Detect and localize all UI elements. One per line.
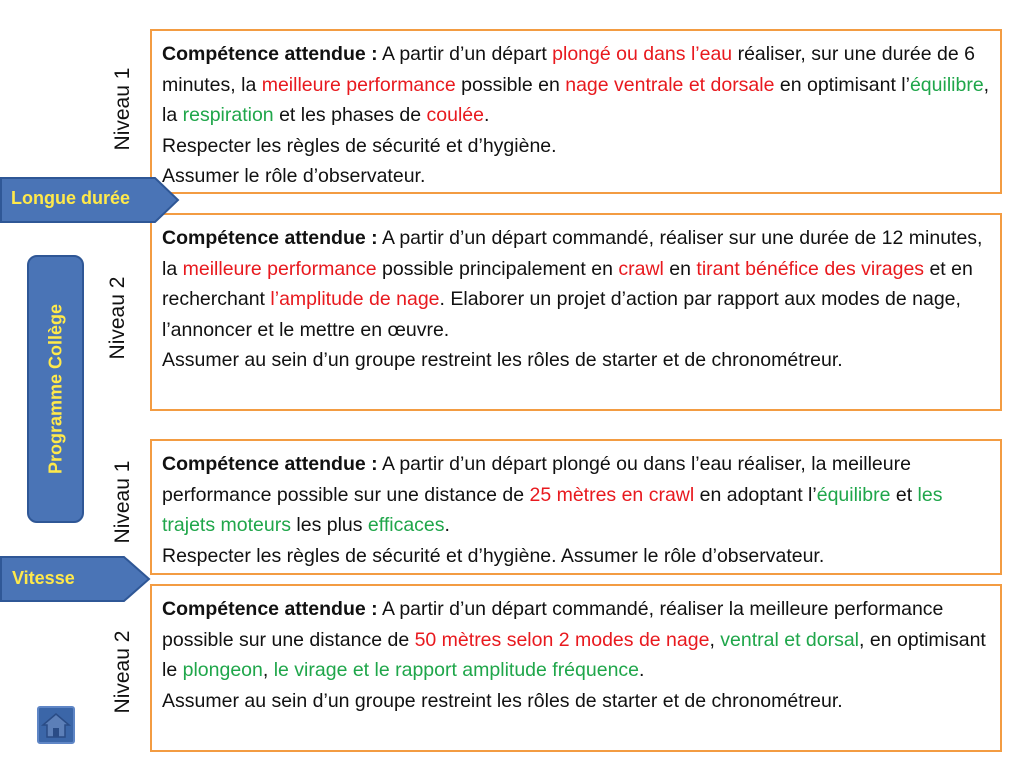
home-button[interactable]	[37, 706, 75, 744]
text-run: en	[663, 257, 697, 280]
text-run: plongé ou dans l’eau	[552, 43, 733, 65]
text-run: possible en	[455, 73, 566, 96]
text-run: meilleure performance	[261, 73, 456, 96]
competence-paragraph	[162, 223, 990, 345]
text-run: , la	[162, 73, 990, 126]
text-run: en adoptant l’	[694, 483, 817, 506]
text-run: respiration	[182, 104, 274, 126]
text-run: les plus	[290, 514, 368, 536]
text-run: 25 mètres en crawl	[529, 483, 695, 506]
text-run: et les phases de	[273, 104, 427, 126]
text-run: Respecter les règles de sécurité et d’hygiène.	[162, 134, 557, 157]
text-run: A partir d’un départ commandé, réaliser la meilleure performance possible sur une distance de	[162, 598, 944, 651]
text-run: coulée	[426, 104, 484, 126]
competence-box-longue-niveau1	[150, 29, 1002, 194]
text-run: A partir d’un départ commandé, réaliser sur une durée de 12 minutes, la	[162, 227, 983, 280]
text-run: Assumer au sein d’un groupe restreint les rôles de starter et de chronométreur.	[162, 349, 843, 371]
longue-duree-label: Longue durée	[11, 188, 131, 208]
text-run: et en recherchant	[162, 257, 973, 310]
programme-college-label: Programme Collège	[45, 303, 65, 475]
text-run: Assumer au sein d’un groupe restreint les rôles de starter et de chronométreur.	[162, 689, 843, 712]
text-run: possible principalement en	[376, 257, 619, 280]
text-run: A partir d’un départ plongé ou dans l’eau réaliser, la meilleure performance possible sur une distance de	[162, 453, 911, 506]
text-run: .	[483, 104, 490, 126]
text-run: . Elaborer un projet d’action par rapport aux modes de nage, l’annoncer et le mettre en œuvre.	[162, 288, 961, 341]
level-label: Niveau 2	[106, 276, 129, 360]
text-run: efficaces	[367, 514, 445, 536]
competence-paragraph	[162, 39, 990, 131]
text-run: Respecter les règles de sécurité et d’hygiène. Assumer le rôle d’observateur.	[162, 544, 825, 567]
competence-paragraph	[162, 541, 990, 572]
competence-box-longue-niveau2	[150, 213, 1002, 411]
text-run: nage ventrale et dorsale	[565, 73, 775, 96]
text-run: meilleure performance	[182, 257, 377, 280]
text-run: Compétence attendue :	[162, 453, 378, 475]
text-run: et	[890, 483, 918, 506]
competence-paragraph	[162, 686, 990, 717]
competence-box-vitesse-niveau2	[150, 584, 1002, 752]
text-run: équilibre	[816, 483, 891, 506]
text-run: crawl	[618, 257, 664, 280]
competence-paragraph	[162, 594, 990, 686]
competence-paragraph	[162, 345, 990, 376]
text-run: 50 mètres selon 2 modes de nage	[414, 628, 710, 651]
competence-box-vitesse-niveau1	[150, 439, 1002, 575]
level-label: Niveau 2	[111, 630, 134, 714]
text-run: Compétence attendue :	[162, 227, 378, 249]
text-run: équilibre	[909, 73, 984, 96]
text-run: Assumer le rôle d’observateur.	[162, 165, 426, 187]
text-run: Compétence attendue :	[162, 43, 378, 65]
text-run: ventral et dorsal	[720, 628, 860, 651]
text-run: ,	[709, 628, 721, 651]
text-run: Compétence attendue :	[162, 598, 378, 620]
level-label: Niveau 1	[111, 460, 134, 544]
text-run: tirant bénéfice des virages	[696, 257, 925, 280]
text-run: A partir d’un départ	[377, 43, 553, 65]
competence-paragraph	[162, 449, 990, 541]
competence-paragraph	[162, 161, 990, 192]
text-run: réaliser, sur une durée de 6 minutes, la	[162, 43, 975, 96]
text-run: .	[639, 659, 645, 681]
text-run: en optimisant l’	[774, 73, 910, 96]
competence-paragraph	[162, 131, 990, 162]
text-run: .	[444, 514, 450, 536]
text-run: le virage et le rapport amplitude fréquence	[273, 659, 640, 681]
programme-college-button[interactable]	[27, 255, 84, 523]
vitesse-label: Vitesse	[12, 568, 75, 588]
text-run: , en optimisant le	[162, 628, 986, 681]
home-icon	[39, 708, 73, 742]
text-run: plongeon	[182, 659, 263, 681]
text-run: les trajets moteurs	[162, 483, 943, 536]
text-run: l’amplitude de nage	[270, 288, 440, 310]
level-label: Niveau 1	[111, 67, 134, 151]
text-run: ,	[262, 659, 274, 681]
